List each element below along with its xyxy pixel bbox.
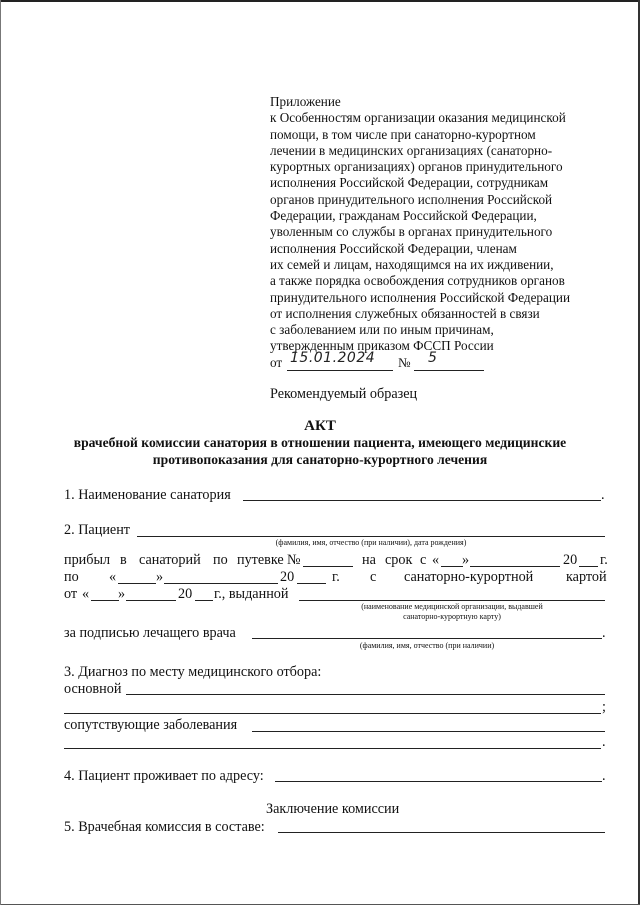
commission-conclusion-heading: Заключение комиссии bbox=[266, 801, 400, 817]
appendix-line: от исполнения служебных обязанностей в связи bbox=[270, 305, 540, 321]
card-word: санаторно-курортной bbox=[404, 569, 534, 585]
voucher-number-field[interactable] bbox=[303, 566, 353, 567]
arrived-word: прибыл bbox=[64, 552, 111, 568]
year-suffix: г. bbox=[332, 569, 340, 585]
appendix-line: исполнения Российской Федерации, сотрудникам bbox=[270, 175, 549, 191]
issuing-organization-field[interactable] bbox=[299, 600, 605, 601]
appendix-line: курортных организациях) органов принудительного bbox=[270, 159, 563, 175]
comorbid-label: сопутствующие заболевания bbox=[64, 717, 238, 733]
issuing-organization-hint: (наименование медицинской организации, выдавшей bbox=[361, 602, 543, 611]
commission-members-label: 5. Врачебная комиссия в составе: bbox=[64, 819, 265, 835]
from-year-field[interactable] bbox=[579, 566, 598, 567]
attending-doctor-field[interactable] bbox=[252, 638, 602, 639]
semicolon: ; bbox=[602, 699, 606, 715]
appendix-line: к Особенностям организации оказания медицинской bbox=[270, 110, 566, 126]
year-prefix: 20 bbox=[563, 552, 578, 568]
card-day-field[interactable] bbox=[91, 600, 119, 601]
year-prefix: 20 bbox=[178, 586, 193, 602]
appendix-line: их семей и лицам, находящимся на их иждивении, bbox=[270, 256, 554, 272]
field-end-dot: . bbox=[602, 734, 606, 750]
act-subtitle-line1: врачебной комиссии санатория в отношении пациента, имеющего медицинские bbox=[73, 435, 567, 450]
appendix-line: утвержденным приказом ФССП России bbox=[270, 338, 494, 354]
order-number-line bbox=[414, 370, 484, 371]
comorbid-field[interactable] bbox=[252, 731, 605, 732]
arrived-word: на bbox=[362, 552, 376, 568]
arrived-word: путевке bbox=[237, 552, 284, 568]
order-date-handwritten: 15.01.2024 bbox=[290, 349, 376, 366]
commission-members-field[interactable] bbox=[278, 832, 605, 833]
appendix-line: исполнения Российской Федерации, членам bbox=[270, 240, 517, 256]
patient-label: 2. Пациент bbox=[64, 522, 131, 538]
to-day-field[interactable] bbox=[118, 583, 156, 584]
field-end-dot: . bbox=[602, 625, 606, 641]
appendix-line: уволенным со службы в органах принудительного bbox=[270, 224, 553, 240]
from-day-field[interactable] bbox=[441, 566, 463, 567]
address-field[interactable] bbox=[275, 781, 602, 782]
arrived-word: с bbox=[420, 552, 427, 568]
sanatorium-name-label: 1. Наименование санатория bbox=[64, 487, 231, 503]
from-month-field[interactable] bbox=[470, 566, 560, 567]
year-suffix: г. bbox=[600, 552, 608, 568]
quote-open: « bbox=[82, 586, 90, 602]
order-prefix: от bbox=[270, 354, 283, 370]
to-month-field[interactable] bbox=[164, 583, 278, 584]
quote-close: » bbox=[156, 569, 164, 585]
main-diagnosis-field-2[interactable] bbox=[64, 713, 601, 714]
field-end-dot: . bbox=[601, 487, 605, 503]
recommended-sample: Рекомендуемый образец bbox=[270, 386, 418, 402]
card-year-field[interactable] bbox=[195, 600, 213, 601]
main-diagnosis-label: основной bbox=[64, 681, 122, 697]
appendix-line: лечении в медицинских организациях (санаторно- bbox=[270, 142, 553, 158]
arrived-word: срок bbox=[385, 552, 413, 568]
to-word: по bbox=[64, 569, 79, 585]
attending-doctor-hint: (фамилия, имя, отчество (при наличии) bbox=[359, 641, 495, 650]
arrived-word: в bbox=[120, 552, 127, 568]
with-word: с bbox=[370, 569, 377, 585]
to-year-field[interactable] bbox=[297, 583, 326, 584]
diagnosis-label: 3. Диагноз по месту медицинского отбора: bbox=[64, 664, 322, 680]
field-end-dot: . bbox=[602, 768, 606, 784]
appendix-line: Приложение bbox=[270, 94, 341, 109]
scan-edge-top bbox=[0, 0, 640, 2]
sanatorium-name-field[interactable] bbox=[243, 500, 601, 501]
order-line bbox=[270, 349, 615, 372]
quote-open: « bbox=[109, 569, 117, 585]
attending-doctor-label: за подписью лечащего врача bbox=[64, 625, 236, 641]
quote-open: « bbox=[432, 552, 440, 568]
issued-word: г., выданной bbox=[214, 586, 289, 602]
comorbid-field-2[interactable] bbox=[64, 748, 601, 749]
main-diagnosis-field[interactable] bbox=[126, 694, 605, 695]
card-month-field[interactable] bbox=[126, 600, 176, 601]
appendix-line: с заболеванием или по иным причинам, bbox=[270, 322, 494, 338]
arrived-word: № bbox=[287, 552, 301, 568]
card-word: картой bbox=[566, 569, 607, 585]
quote-close: » bbox=[118, 586, 126, 602]
act-subtitle-line2: противопоказания для санаторно-курортного лечения bbox=[152, 452, 488, 467]
issuing-organization-hint: санаторно-курортную карту) bbox=[403, 612, 501, 621]
appendix-line: Федерации, гражданам Российской Федерации, bbox=[270, 208, 537, 224]
order-number-handwritten: 5 bbox=[428, 349, 438, 366]
appendix-line: принудительного исполнения Российской Федерации bbox=[270, 289, 571, 305]
patient-hint: (фамилия, имя, отчество (при наличии), дата рождения) bbox=[275, 538, 467, 547]
appendix-line: помощи, в том числе при санаторно-курортном bbox=[270, 126, 536, 142]
year-prefix: 20 bbox=[280, 569, 295, 585]
arrived-word: по bbox=[213, 552, 228, 568]
order-date-line bbox=[287, 370, 393, 371]
from-word: от bbox=[64, 586, 78, 602]
act-title: АКТ bbox=[304, 418, 336, 434]
appendix-line: органов принудительного исполнения Российской bbox=[270, 191, 553, 207]
patient-field[interactable] bbox=[137, 536, 605, 537]
appendix-block bbox=[270, 94, 615, 372]
order-number-prefix: № bbox=[398, 354, 411, 370]
address-label: 4. Пациент проживает по адресу: bbox=[64, 768, 264, 784]
appendix-line: а также порядка освобождения сотрудников органов bbox=[270, 273, 565, 289]
quote-close: » bbox=[462, 552, 470, 568]
arrived-word: санаторий bbox=[139, 552, 201, 568]
